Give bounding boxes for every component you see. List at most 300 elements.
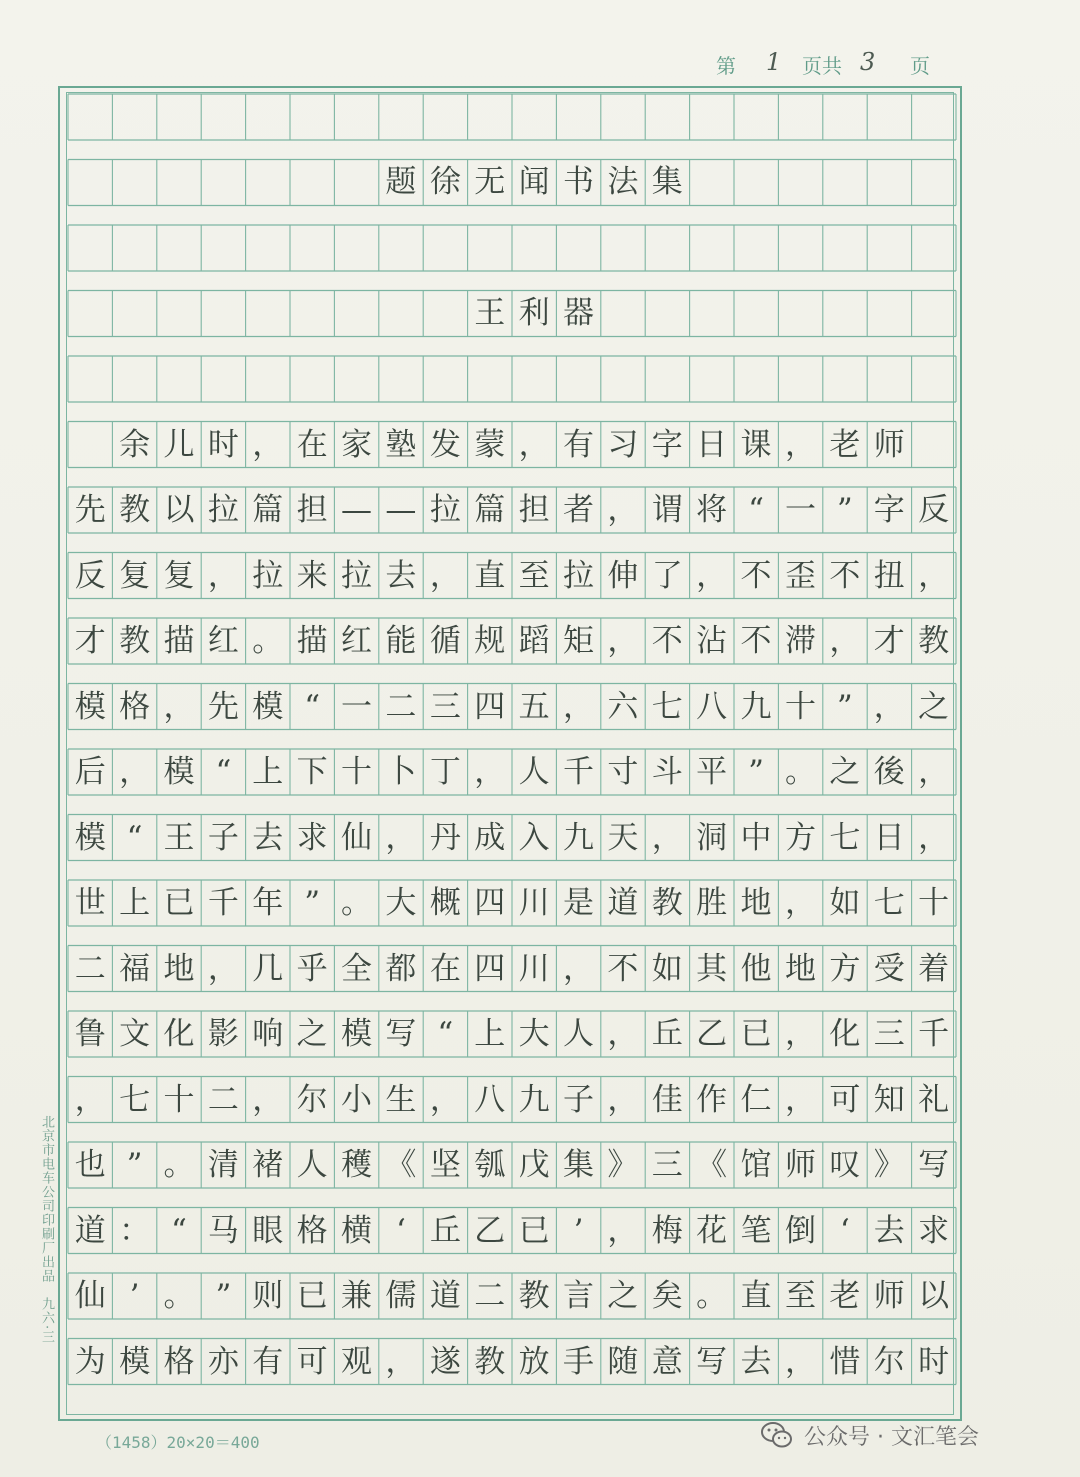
- manuscript-char: 沾: [696, 623, 728, 659]
- empty-cell: [778, 159, 822, 205]
- empty-cell: [157, 290, 201, 336]
- manuscript-char: 乙: [696, 1016, 728, 1052]
- manuscript-char: 是: [562, 885, 594, 921]
- manuscript-char: 。: [252, 623, 284, 659]
- manuscript-char: 时: [207, 426, 239, 463]
- manuscript-char: 大: [518, 1016, 550, 1052]
- manuscript-char: 兼: [341, 1278, 373, 1314]
- manuscript-char: 六: [607, 688, 639, 725]
- manuscript-char: 已: [518, 1212, 550, 1249]
- manuscript-char: 。: [696, 1278, 728, 1314]
- manuscript-char: 言: [562, 1278, 594, 1314]
- manuscript-char: 道: [74, 1212, 106, 1249]
- manuscript-char: 人: [562, 1016, 594, 1052]
- manuscript-char: 日: [873, 819, 905, 856]
- manuscript-char: 丘: [651, 1016, 683, 1052]
- manuscript-char: 一: [341, 688, 373, 725]
- manuscript-char: 入: [518, 819, 550, 856]
- manuscript-line: [68, 1011, 956, 1057]
- manuscript-line: [68, 487, 956, 533]
- manuscript-char: 老: [829, 426, 861, 463]
- manuscript-char: 家: [341, 426, 373, 463]
- manuscript-char: ，: [562, 950, 594, 987]
- manuscript-char: 二: [207, 1081, 239, 1118]
- manuscript-char: 穫: [341, 1147, 373, 1183]
- manuscript-char: 担: [518, 492, 550, 528]
- manuscript-char: ’: [129, 1278, 140, 1314]
- manuscript-char: 全: [341, 950, 373, 987]
- manuscript-char: ，: [607, 1016, 639, 1052]
- manuscript-char: 响: [252, 1016, 284, 1052]
- manuscript-char: 才: [873, 623, 905, 659]
- manuscript-char: 七: [873, 885, 905, 921]
- watermark: [760, 1418, 979, 1452]
- wechat-icon: [760, 1421, 794, 1449]
- manuscript-char: 十: [784, 688, 816, 725]
- manuscript-char: 不: [740, 623, 772, 659]
- manuscript-char: 影: [207, 1016, 239, 1052]
- manuscript-char: 佳: [651, 1081, 683, 1118]
- manuscript-char: 集: [651, 164, 683, 200]
- manuscript-char: 他: [740, 950, 772, 987]
- manuscript-char: 花: [696, 1212, 728, 1249]
- manuscript-char: 写: [696, 1343, 728, 1380]
- manuscript-char: 蹈: [518, 623, 550, 659]
- manuscript-char: 马: [207, 1212, 239, 1249]
- manuscript-char: 其: [696, 950, 728, 987]
- manuscript-char: 拉: [252, 557, 284, 594]
- manuscript-char: 》: [607, 1147, 639, 1183]
- manuscript-char: 描: [296, 623, 328, 659]
- manuscript-char: ，: [651, 819, 683, 856]
- empty-cell: [201, 290, 245, 336]
- manuscript-char: 发: [429, 426, 461, 463]
- manuscript-char: 王: [163, 819, 195, 856]
- manuscript-char: 也: [74, 1147, 106, 1183]
- manuscript-char: 模: [74, 688, 106, 725]
- manuscript-char: 子: [562, 1081, 594, 1118]
- manuscript-char: 意: [651, 1343, 683, 1380]
- manuscript-char: 伸: [607, 557, 639, 594]
- manuscript-char: ，: [607, 1081, 639, 1118]
- manuscript-char: 已: [163, 885, 195, 921]
- manuscript-char: 先: [74, 492, 106, 528]
- manuscript-char: 地: [163, 950, 195, 987]
- manuscript-char: ，: [784, 426, 816, 463]
- manuscript-char: 规: [474, 623, 506, 659]
- manuscript-char: 四: [474, 688, 506, 725]
- manuscript-char: 之: [918, 688, 950, 725]
- manuscript-char: 后: [74, 754, 106, 790]
- manuscript-char: 知: [873, 1081, 905, 1118]
- manuscript-char: 化: [163, 1016, 195, 1052]
- manuscript-char: ，: [474, 754, 506, 790]
- empty-cell: [823, 159, 867, 205]
- manuscript-char: 概: [429, 885, 461, 921]
- manuscript-char: 世: [74, 885, 106, 921]
- manuscript-char: 求: [296, 819, 328, 856]
- manuscript-char: 叹: [829, 1147, 861, 1183]
- manuscript-line: [68, 422, 956, 468]
- manuscript-char: 教: [651, 885, 683, 921]
- manuscript-char: 子: [207, 819, 239, 856]
- empty-cell: [823, 290, 867, 336]
- manuscript-char: 千: [918, 1016, 950, 1052]
- manuscript-char: 教: [119, 623, 151, 659]
- manuscript-char: 日: [696, 426, 728, 463]
- manuscript-char: 《: [385, 1147, 417, 1183]
- manuscript-char: 上: [252, 754, 284, 790]
- manuscript-char: 文: [119, 1016, 151, 1052]
- manuscript-char: 卜: [385, 754, 417, 790]
- manuscript-char: 书: [562, 164, 594, 200]
- manuscript-char: 倒: [784, 1212, 816, 1249]
- manuscript-char: “: [304, 688, 321, 725]
- manuscript-char: ‘: [396, 1212, 406, 1249]
- manuscript-char: ，: [562, 688, 594, 725]
- grid-row: [68, 356, 956, 402]
- manuscript-char: 能: [385, 623, 417, 659]
- manuscript-char: 描: [163, 623, 195, 659]
- manuscript-char: ：: [119, 1212, 151, 1249]
- manuscript-char: 乙: [474, 1212, 506, 1249]
- manuscript-char: ’: [573, 1212, 584, 1249]
- manuscript-char: 至: [784, 1278, 816, 1314]
- manuscript-char: 矣: [651, 1278, 683, 1314]
- empty-cell: [601, 290, 645, 336]
- manuscript-char: “: [748, 492, 764, 528]
- manuscript-char: 如: [651, 950, 683, 987]
- manuscript-char: 平: [696, 754, 728, 790]
- manuscript-char: 复: [119, 557, 151, 594]
- manuscript-char: 馆: [740, 1147, 772, 1183]
- manuscript-char: 不: [829, 557, 861, 594]
- manuscript-line: [68, 1077, 956, 1123]
- manuscript-char: ，: [784, 1343, 816, 1380]
- manuscript-char: 千: [562, 754, 594, 790]
- manuscript-char: 仁: [740, 1081, 772, 1118]
- manuscript-line: [68, 815, 956, 861]
- manuscript-char: 八: [474, 1081, 506, 1118]
- manuscript-char: ，: [518, 426, 550, 463]
- manuscript-char: 三: [429, 688, 461, 725]
- manuscript-char: 不: [651, 623, 683, 659]
- manuscript-char: 拉: [562, 557, 594, 594]
- manuscript-char: 直: [474, 557, 506, 594]
- manuscript-char: 二: [474, 1278, 506, 1314]
- manuscript-line: [68, 880, 956, 926]
- manuscript-char: 年: [252, 885, 284, 921]
- manuscript-char: ”: [126, 1147, 143, 1183]
- manuscript-char: 放: [518, 1343, 550, 1380]
- empty-cell: [201, 159, 245, 205]
- manuscript-char: 小: [341, 1081, 373, 1118]
- manuscript-char: 之: [607, 1278, 639, 1314]
- manuscript-char: 亦: [207, 1343, 239, 1380]
- manuscript-char: ，: [873, 688, 905, 725]
- empty-cell: [689, 159, 733, 205]
- manuscript-char: “: [126, 819, 143, 856]
- manuscript-char: ”: [836, 688, 853, 725]
- manuscript-char: 复: [163, 557, 195, 594]
- empty-cell: [645, 290, 689, 336]
- manuscript-char: 一: [784, 492, 816, 528]
- empty-cell: [778, 290, 822, 336]
- manuscript-char: ”: [215, 1278, 232, 1314]
- manuscript-char: 瓠: [474, 1147, 506, 1183]
- empty-cell: [334, 290, 378, 336]
- manuscript-char: ，: [385, 1343, 417, 1380]
- manuscript-char: ，: [918, 557, 950, 594]
- manuscript-char: 模: [74, 819, 106, 856]
- manuscript-char: 生: [385, 1081, 417, 1118]
- empty-cell: [867, 159, 911, 205]
- manuscript-char: 有: [252, 1343, 284, 1380]
- manuscript-char: 以: [918, 1278, 950, 1314]
- header-ye-gong-label: 页共: [802, 54, 842, 78]
- manuscript-char: 尔: [296, 1081, 328, 1118]
- empty-cell: [246, 159, 290, 205]
- manuscript-char: 红: [207, 623, 239, 659]
- manuscript-char: ，: [607, 492, 639, 528]
- manuscript-char: 徐: [429, 164, 461, 200]
- manuscript-char: [68, 422, 112, 468]
- manuscript-char: ，: [252, 1081, 284, 1118]
- manuscript-char: 已: [296, 1278, 328, 1314]
- manuscript-char: 师: [873, 426, 905, 463]
- manuscript-char: 先: [207, 688, 239, 725]
- manuscript-char: 可: [829, 1081, 861, 1118]
- manuscript-char: 去: [873, 1212, 905, 1249]
- manuscript-char: ”: [836, 492, 853, 528]
- manuscript-char: 师: [873, 1278, 905, 1314]
- manuscript-char: 去: [740, 1343, 772, 1380]
- manuscript-char: 老: [829, 1278, 861, 1314]
- manuscript-char: 人: [518, 754, 550, 790]
- manuscript-char: 模: [341, 1016, 373, 1052]
- manuscript-char: 法: [607, 164, 639, 200]
- manuscript-char: —: [341, 492, 373, 528]
- empty-cell: [867, 290, 911, 336]
- manuscript-char: “: [171, 1212, 187, 1249]
- manuscript-line: [68, 618, 956, 664]
- header-total-pages: 3: [860, 48, 876, 76]
- manuscript-char: ，: [252, 426, 284, 463]
- manuscript-char: 拉: [207, 492, 239, 528]
- manuscript-char: “: [215, 754, 232, 790]
- manuscript-char: ，: [74, 1081, 106, 1118]
- manuscript-line: [68, 1273, 956, 1319]
- manuscript-char: 则: [252, 1278, 284, 1314]
- manuscript-char: 随: [607, 1343, 639, 1380]
- manuscript-char: 可: [296, 1343, 328, 1380]
- manuscript-char: 笔: [740, 1212, 772, 1249]
- printer-imprint: 北京市电车公司印刷厂出品 九六·三: [39, 1115, 54, 1345]
- manuscript-char: 课: [740, 426, 772, 463]
- manuscript-char: 四: [474, 885, 506, 921]
- manuscript-char: 五: [518, 688, 550, 725]
- empty-cell: [246, 290, 290, 336]
- manuscript-char: 闻: [518, 164, 550, 200]
- manuscript-char: 反: [74, 557, 106, 594]
- manuscript-char: ，: [918, 754, 950, 790]
- watermark-text: 公众号 · 文汇笔会: [804, 1424, 979, 1450]
- manuscript-char: 为: [74, 1343, 106, 1380]
- manuscript-char: 作: [696, 1081, 728, 1118]
- manuscript-char: 方: [784, 819, 816, 856]
- manuscript-char: 仙: [74, 1278, 106, 1314]
- manuscript-char: ，: [385, 819, 417, 856]
- manuscript-char: 拉: [341, 557, 373, 594]
- manuscript-char: 八: [696, 688, 728, 725]
- manuscript-char: 坚: [429, 1147, 461, 1183]
- manuscript-char: 反: [918, 492, 950, 528]
- manuscript-char: 习: [607, 426, 639, 463]
- manuscript-char: 去: [252, 819, 284, 856]
- manuscript-line: [68, 946, 956, 992]
- manuscript-char: 无: [474, 164, 506, 200]
- manuscript-char: 川: [518, 950, 550, 987]
- manuscript-char: 器: [562, 295, 594, 331]
- empty-cell: [911, 290, 955, 336]
- manuscript-char: “: [437, 1016, 454, 1052]
- manuscript-char: 写: [385, 1016, 417, 1052]
- manuscript-char: 鲁: [74, 1016, 106, 1052]
- manuscript-line: [68, 553, 956, 599]
- empty-cell: [68, 159, 112, 205]
- manuscript-char: 七: [651, 688, 683, 725]
- manuscript-char: 丁: [429, 754, 461, 790]
- manuscript-char: 戊: [518, 1147, 550, 1183]
- manuscript-char: 九: [562, 819, 594, 856]
- manuscript-char: ，: [207, 950, 239, 987]
- manuscript-char: 化: [829, 1016, 861, 1052]
- empty-cell: [334, 159, 378, 205]
- title-row: [68, 159, 956, 205]
- manuscript-char: ‘: [839, 1212, 850, 1249]
- manuscript-char: 天: [607, 819, 639, 856]
- manuscript-char: 格: [119, 688, 151, 725]
- manuscript-char: 福: [119, 950, 151, 987]
- manuscript-char: ，: [607, 1212, 639, 1249]
- manuscript-char: 胜: [696, 885, 728, 921]
- manuscript-char: 教: [474, 1343, 506, 1380]
- manuscript-char: 方: [829, 950, 861, 987]
- manuscript-char: 了: [651, 557, 683, 594]
- manuscript-char: 模: [163, 754, 195, 790]
- manuscript-char: 篇: [252, 492, 284, 528]
- empty-cell: [290, 290, 334, 336]
- author-row: [68, 290, 956, 336]
- manuscript-char: —: [385, 492, 417, 528]
- empty-cell: [911, 159, 955, 205]
- manuscript-char: 至: [518, 557, 550, 594]
- manuscript-char: 地: [784, 950, 816, 987]
- manuscript-char: 。: [163, 1278, 195, 1314]
- manuscript-char: 上: [474, 1016, 506, 1052]
- manuscript-char: 仙: [341, 819, 373, 856]
- manuscript-char: 有: [562, 426, 594, 463]
- manuscript-char: 受: [873, 950, 905, 987]
- manuscript-line: [68, 1142, 956, 1188]
- paper-spec: （1458）20×20＝400: [96, 1433, 260, 1452]
- manuscript-char: 担: [296, 492, 328, 528]
- manuscript-char: 成: [474, 819, 506, 856]
- manuscript-char: 七: [829, 819, 861, 856]
- manuscript-char: 不: [740, 557, 772, 594]
- manuscript-char: 写: [918, 1147, 950, 1183]
- manuscript-char: 来: [296, 557, 328, 594]
- manuscript-char: 集: [562, 1147, 594, 1183]
- empty-cell: [68, 290, 112, 336]
- manuscript-char: 模: [252, 688, 284, 725]
- manuscript-char: ，: [207, 557, 239, 594]
- empty-cell: [112, 290, 156, 336]
- manuscript-line: [68, 684, 956, 730]
- manuscript-char: 儒: [385, 1278, 417, 1314]
- manuscript-char: 横: [341, 1212, 373, 1249]
- manuscript-char: 不: [607, 950, 639, 987]
- manuscript-char: 清: [207, 1147, 239, 1183]
- manuscript-line: [68, 749, 956, 795]
- manuscript-char: 中: [740, 819, 772, 856]
- manuscript-char: 人: [296, 1147, 328, 1183]
- manuscript-char: 王: [474, 295, 506, 331]
- manuscript-char: 蒙: [474, 426, 506, 463]
- manuscript-char: 拉: [429, 492, 461, 528]
- manuscript-char: 扭: [873, 557, 905, 594]
- manuscript-char: 遂: [429, 1343, 461, 1380]
- empty-cell: [112, 159, 156, 205]
- manuscript-char: 手: [562, 1343, 594, 1380]
- empty-cell: [290, 159, 334, 205]
- manuscript-char: 篇: [474, 492, 506, 528]
- manuscript-char: 七: [119, 1081, 151, 1118]
- manuscript-char: 眼: [252, 1212, 284, 1249]
- empty-cell: [423, 290, 467, 336]
- manuscript-char: 後: [873, 754, 905, 790]
- manuscript-char: 谓: [651, 492, 683, 528]
- manuscript-char: ，: [696, 557, 728, 594]
- manuscript-char: 川: [518, 885, 550, 921]
- manuscript-char: 礼: [918, 1081, 950, 1118]
- manuscript-char: 余: [119, 426, 151, 463]
- manuscript-char: 以: [163, 492, 195, 528]
- manuscript-char: 》: [873, 1147, 905, 1183]
- manuscript-char: 时: [918, 1343, 950, 1380]
- manuscript-char: 。: [784, 754, 816, 790]
- manuscript-char: 字: [873, 492, 905, 528]
- manuscript-char: 地: [740, 885, 772, 921]
- manuscript-char: 二: [74, 950, 106, 987]
- grid-row: [68, 94, 956, 140]
- manuscript-char: 去: [385, 557, 417, 594]
- grid-row: [68, 225, 956, 271]
- empty-cell: [734, 290, 778, 336]
- manuscript-char: 梅: [651, 1212, 683, 1249]
- header-di-label: 第: [716, 54, 736, 78]
- empty-cell: [911, 422, 955, 468]
- manuscript-char: 上: [119, 885, 151, 921]
- manuscript-char: 下: [296, 754, 328, 790]
- manuscript-char: ，: [829, 623, 861, 659]
- manuscript-char: 如: [829, 885, 861, 921]
- manuscript-char: 着: [918, 950, 950, 987]
- manuscript-char: 洞: [696, 819, 728, 856]
- manuscript-char: 道: [429, 1278, 461, 1314]
- manuscript-char: ，: [918, 819, 950, 856]
- empty-cell: [379, 290, 423, 336]
